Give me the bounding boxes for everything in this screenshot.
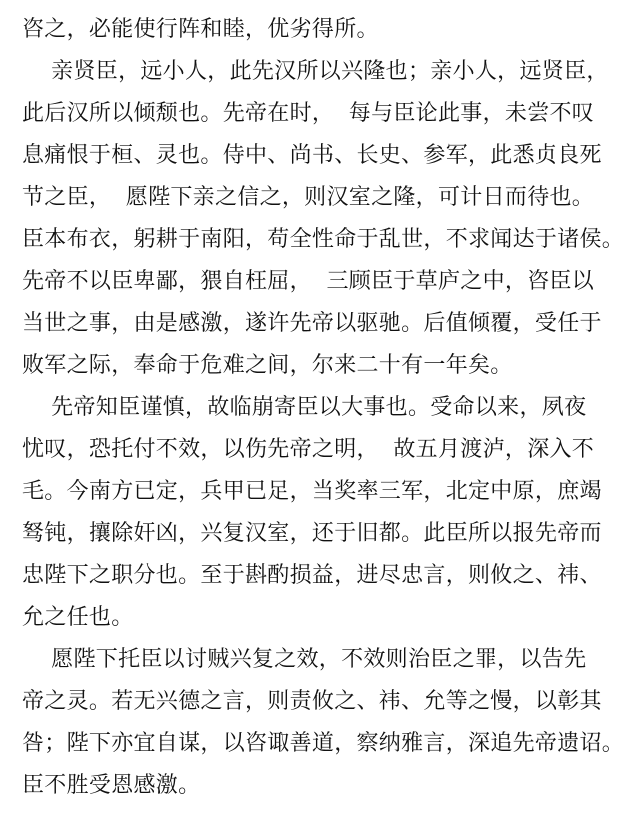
text-line-15: 允之任也。 [22,605,134,630]
text-line-12: 毛。今南方已定，兵甲已足，当奖率三军，北定中原，庶竭 [22,479,602,504]
text-line-3: 此后汉所以倾颓也。先帝在时， 每与臣论此事，未尝不叹 [22,101,595,126]
text-line-18: 咎；陛下亦宜自谋，以咨诹善道，察纳雅言，深追先帝遗诏。 [22,731,625,756]
text-line-7: 先帝不以臣卑鄙，猥自枉屈， 三顾臣于草庐之中，咨臣以 [22,269,595,294]
text-line-16: 愿陛下托臣以讨贼兴复之效，不效则治臣之罪，以告先 [22,647,587,672]
text-line-19: 臣不胜受恩感激。 [22,773,201,798]
text-line-14: 忠陛下之职分也。至于斟酌损益，进尽忠言，则攸之、祎、 [22,563,602,588]
text-line-5: 节之臣， 愿陛下亲之信之，则汉室之隆，可计日而待也。 [22,185,595,210]
text-line-9: 败军之际，奉命于危难之间，尔来二十有一年矣。 [22,353,513,378]
text-line-6: 臣本布衣，躬耕于南阳，苟全性命于乱世，不求闻达于诸侯。 [22,227,625,252]
text-line-13: 驽钝，攘除奸凶，兴复汉室，还于旧都。此臣所以报先帝而 [22,521,602,546]
text-line-11: 忧叹，恐托付不效，以伤先帝之明， 故五月渡泸，深入不 [22,437,595,462]
text-line-17: 帝之灵。若无兴德之言，则责攸之、祎、允等之慢，以彰其 [22,689,602,714]
text-line-1: 咨之，必能使行阵和睦，优劣得所。 [22,17,379,42]
text-line-8: 当世之事，由是感激，遂许先帝以驱驰。后值倾覆，受任于 [22,311,602,336]
text-line-2: 亲贤臣，远小人，此先汉所以兴隆也；亲小人，远贤臣， [22,59,609,84]
text-line-10: 先帝知臣谨慎，故临崩寄臣以大事也。受命以来，夙夜 [22,395,587,420]
text-line-4: 息痛恨于桓、灵也。侍中、尚书、长史、参军，此悉贞良死 [22,143,602,168]
